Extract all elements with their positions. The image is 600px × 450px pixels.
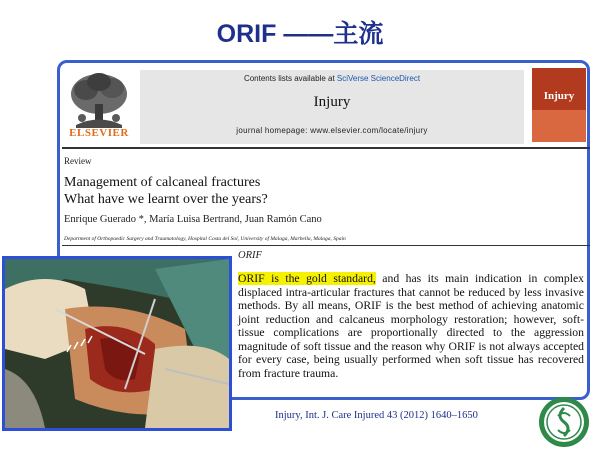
- article-title-line1: Management of calcaneal fractures: [64, 175, 261, 190]
- sciencedirect-link[interactable]: SciVerse ScienceDirect: [336, 74, 421, 83]
- excerpt-body: and has its main indication in complex displaced intra-articular fractures that cannot be reduced by less invasive methods. By all means, ORIF is the best method of achieving anatomic joint reduction and calcaneus morphology restoration; however, soft-tissue complications are proportionally directed to the aggression magnitude of soft tissue and the reason why ORIF is not always accepted for every case, being usually performed when soft tissue has recovered from fracture trauma.: [238, 272, 584, 380]
- contents-prefix: Contents lists available at: [243, 74, 337, 83]
- article-type: Review: [64, 156, 92, 166]
- surgery-photo: [2, 256, 232, 431]
- gold-standard-highlight: ORIF is the gold standard,: [238, 272, 376, 285]
- journal-homepage[interactable]: journal homepage: www.elsevier.com/locate/injury: [236, 126, 428, 135]
- contents-line: [140, 74, 524, 83]
- affiliation-rule: [62, 245, 590, 246]
- slide-title: ORIF ——主流: [216, 20, 384, 48]
- journal-name: Injury: [313, 94, 351, 110]
- cover-title: Injury: [543, 90, 575, 102]
- journal-cover: [532, 68, 586, 142]
- excerpt-text: [238, 272, 584, 380]
- institution-emblem-icon: [538, 396, 590, 448]
- article-affiliation: Department of Orthopaedic Surgery and Traumatology, Hospital Costa del Sol, University of Malaga, Marbella, Malaga, Spain: [64, 236, 346, 242]
- article-authors: Enrique Guerado *, María Luisa Bertrand, Juan Ramón Cano: [64, 214, 322, 225]
- cover-band: [532, 110, 586, 142]
- article-title-line2: What have we learnt over the years?: [64, 192, 268, 207]
- article-title: [64, 174, 268, 208]
- excerpt-heading: ORIF: [238, 250, 262, 261]
- header-rule: [62, 147, 590, 149]
- elsevier-wordmark: ELSEVIER: [69, 127, 129, 139]
- citation: Injury, Int. J. Care Injured 43 (2012) 1640–1650: [275, 410, 478, 421]
- journal-header: [140, 70, 524, 144]
